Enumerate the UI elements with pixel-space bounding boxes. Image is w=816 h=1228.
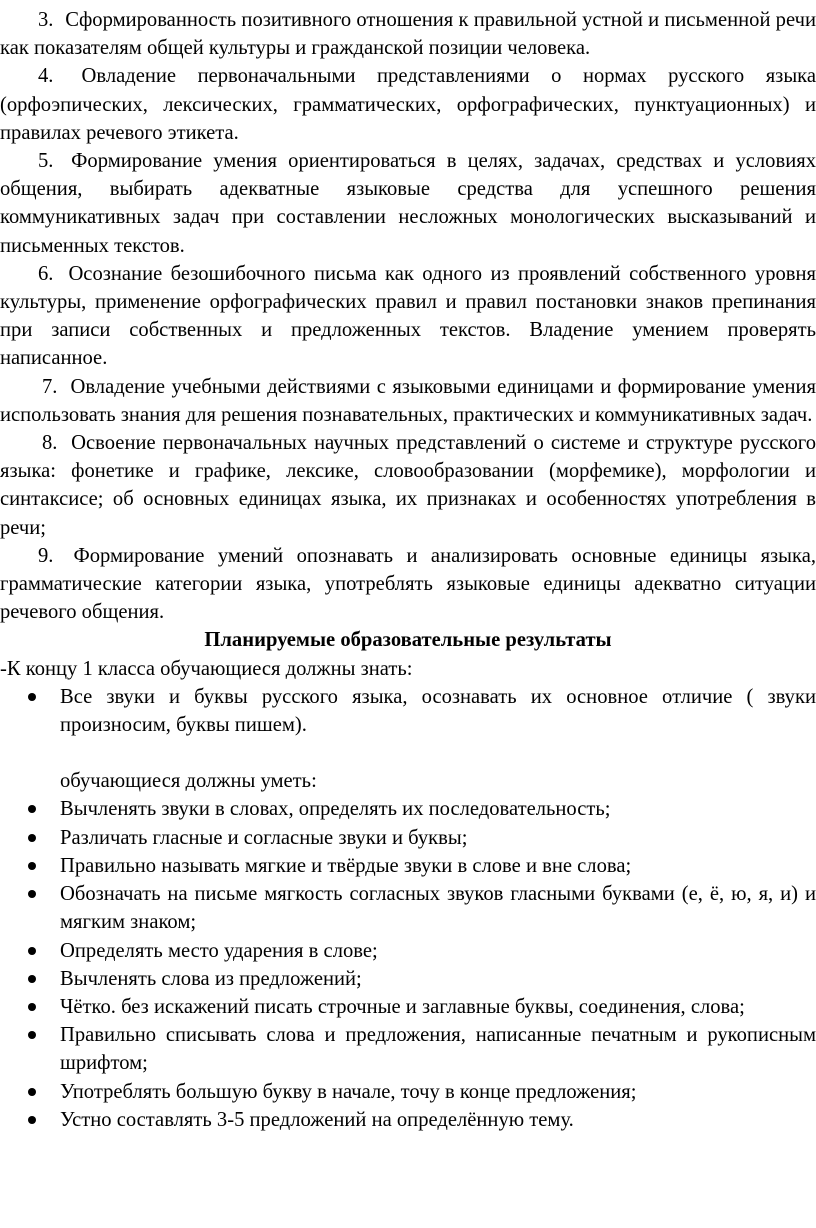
- list-item: [0, 1106, 816, 1134]
- list-item-text: Правильно называть мягкие и твёрдые звуки в слове и вне слова;: [60, 854, 632, 877]
- can-intro: обучающиеся должны уметь:: [60, 770, 317, 793]
- bullet-icon: [28, 693, 36, 701]
- bullet-icon: [28, 1003, 36, 1011]
- list-item-text: Правильно списывать слова и предложения, написанные печатным и рукописным шрифтом;: [60, 1024, 816, 1075]
- list-item-text: Обозначать на письме мягкость согласных звуков гласными буквами (е, ё, ю, я, и) и мягким знаком;: [60, 883, 816, 934]
- list-item: [0, 965, 816, 993]
- can-list: [0, 795, 816, 1133]
- list-item-text: Все звуки и буквы русского языка, осознавать их основное отличие ( звуки произносим, буквы пишем).: [60, 685, 816, 737]
- list-item: [0, 993, 816, 1021]
- paragraph-text: Сформированность позитивного отношения к правильной устной и письменной речи как показателям общей культуры и гражданской позиции человека.: [0, 9, 816, 60]
- list-item: [0, 937, 816, 965]
- paragraph-text: Формирование умений опознавать и анализировать основные единицы языка, грамматические категории языка, употреблять языковые единицы адекватно ситуации речевого общения.: [0, 544, 816, 624]
- paragraph-5: [0, 147, 816, 260]
- list-item-text: Устно составлять 3-5 предложений на определённую тему.: [60, 1108, 574, 1131]
- paragraph-4: [0, 62, 816, 147]
- list-item-text: Различать гласные и согласные звуки и буквы;: [60, 826, 468, 849]
- list-item-text: Определять место ударения в слове;: [60, 939, 378, 962]
- list-item: [0, 852, 816, 880]
- list-item: [0, 683, 816, 739]
- list-item-text: Вычленять звуки в словах, определять их последовательность;: [60, 798, 611, 821]
- paragraph-3: [0, 6, 816, 62]
- bullet-icon: [28, 947, 36, 955]
- list-item-text: Чётко. без искажений писать строчные и заглавные буквы, соединения, слова;: [60, 995, 745, 1018]
- list-item: [0, 880, 816, 936]
- list-item-text: Вычленять слова из предложений;: [60, 967, 362, 990]
- paragraph-text: Овладение первоначальными представлениями о нормах русского языка (орфоэпических, лексических, грамматических, орфографических, пунктуационных) и правилах речевого этикета.: [0, 65, 816, 144]
- paragraph-text: Формирование умения ориентироваться в целях, задачах, средствах и условиях общения, выбирать адекватные языковые средства для успешного решения коммуникативных задач при составлении несложных монологических высказываний и письменных текстов.: [0, 150, 816, 257]
- paragraph-number: 6.: [38, 262, 54, 285]
- paragraph-9: [0, 542, 816, 627]
- bullet-icon: [28, 975, 36, 983]
- paragraph-8: [0, 429, 816, 542]
- paragraph-number: 9.: [38, 544, 54, 567]
- paragraph-number: 7.: [42, 375, 58, 398]
- bullet-icon: [28, 834, 36, 842]
- paragraph-number: 4.: [38, 65, 54, 88]
- bullet-icon: [28, 890, 36, 898]
- paragraph-text: Овладение учебными действиями с языковыми единицами и формирование умения использовать знания для решения познавательных, практических и коммуникативных задач.: [0, 375, 816, 426]
- paragraph-number: 8.: [42, 432, 58, 455]
- bullet-icon: [28, 1031, 36, 1039]
- bullet-icon: [28, 1088, 36, 1096]
- paragraph-number: 3.: [38, 9, 54, 31]
- list-item: [0, 1078, 816, 1106]
- list-item: [0, 824, 816, 852]
- know-intro: -К концу 1 класса обучающиеся должны знать:: [0, 657, 413, 680]
- paragraph-text: Осознание безошибочного письма как одного из проявлений собственного уровня культуры, применение орфографических правил и правил постановки знаков препинания при записи собственных и предложенных текстов. Владение умением проверять написанное.: [0, 262, 816, 370]
- know-list: [0, 683, 816, 739]
- section-heading: Планируемые образовательные результаты: [204, 629, 612, 652]
- bullet-icon: [28, 805, 36, 813]
- list-item: [0, 795, 816, 823]
- paragraph-text: Освоение первоначальных научных представлений о системе и структуре русского языка: фонетике и графике, лексике, словообразовании (морфемике), морфологии и синтаксисе; об основных единицах языка, их признаках и особенностях употребления в речи;: [0, 432, 816, 539]
- paragraph-6: [0, 260, 816, 373]
- bullet-icon: [28, 1116, 36, 1124]
- list-item-text: Употреблять большую букву в начале, точу в конце предложения;: [60, 1080, 637, 1103]
- list-item: [0, 1021, 816, 1077]
- bullet-icon: [28, 862, 36, 870]
- paragraph-number: 5.: [38, 150, 54, 173]
- paragraph-7: [0, 373, 816, 429]
